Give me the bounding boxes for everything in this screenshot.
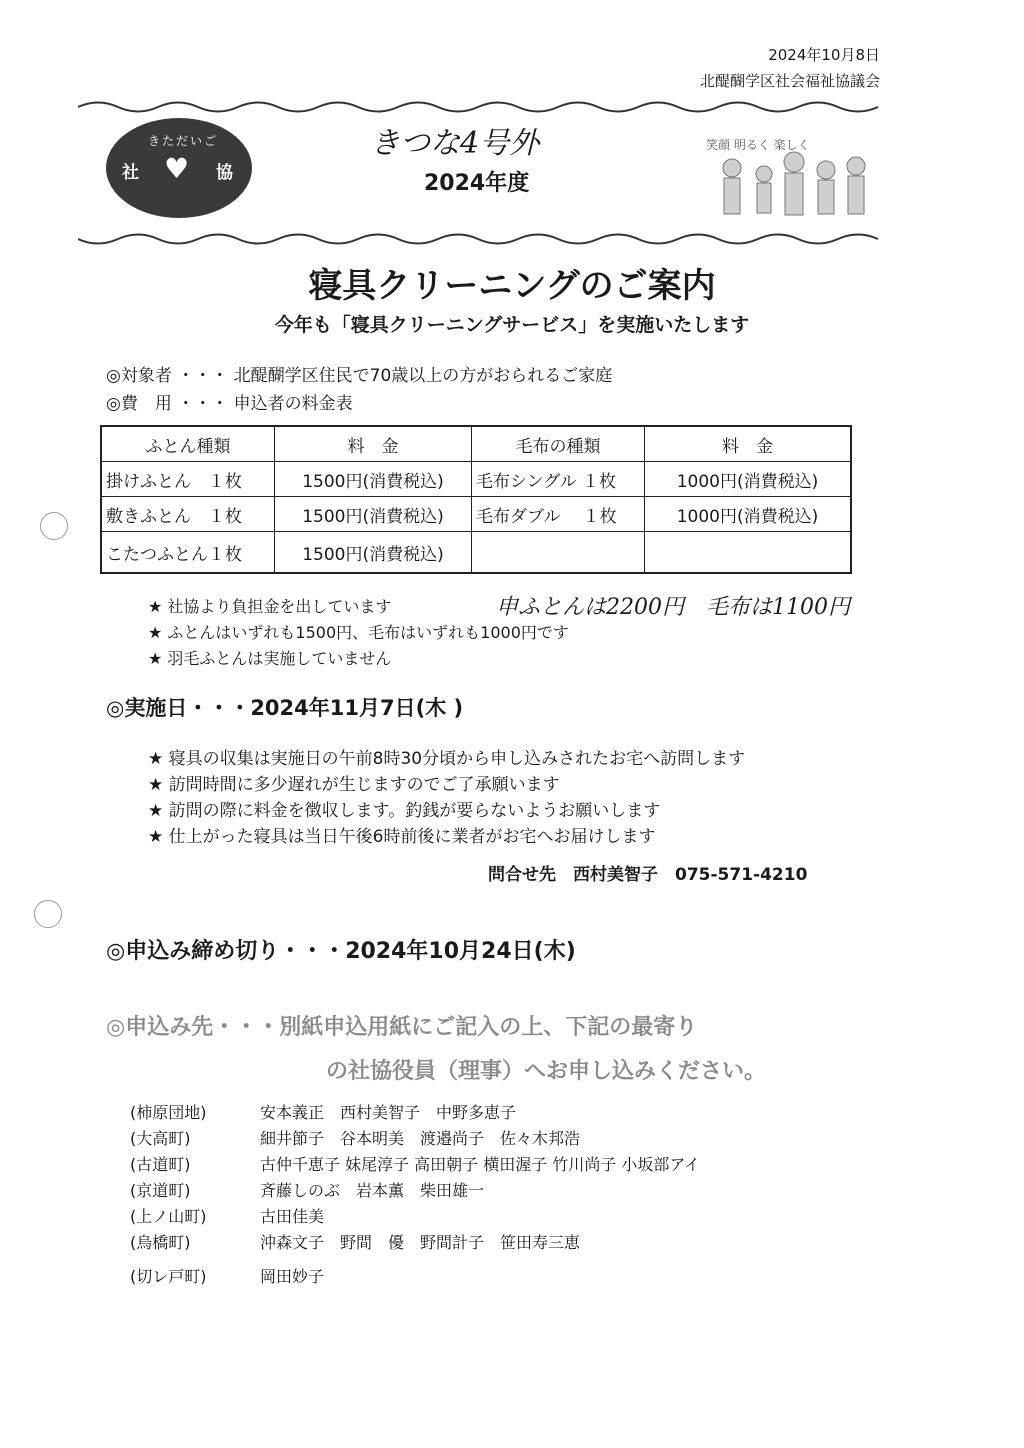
organization-name: 北醍醐学区社会福祉協議会	[699, 72, 880, 90]
implementation-note: ★ 寝具の収集は実施日の午前8時30分頃から申し込みされたお宅へ訪問します	[148, 749, 746, 769]
children-group-icon	[702, 118, 878, 224]
fee-note: ★ 社協より負担金を出しています	[148, 597, 392, 616]
table-cell	[645, 532, 852, 574]
apply-to-line-2: の社協役員（理事）へお申し込みください。	[326, 1059, 767, 1084]
member-town: (柿原団地)	[130, 1103, 207, 1122]
table-cell	[472, 532, 645, 574]
apply-to-line-1: ◎申込み先・・・別紙申込用紙にご記入の上、下記の最寄り	[106, 1015, 698, 1040]
contact-line: 問合せ先 西村美智子 075-571-4210	[488, 865, 808, 885]
vine-border-bottom-icon	[78, 230, 886, 248]
table-cell: 毛布シングル １枚	[472, 462, 645, 497]
member-names: 安本義正 西村美智子 中野多恵子	[260, 1103, 517, 1122]
member-row	[130, 1178, 484, 1201]
member-row	[130, 1230, 580, 1253]
table-cell: 1000円(消費税込)	[645, 497, 852, 532]
member-row	[130, 1126, 580, 1149]
issue-date: 2024年10月8日	[768, 46, 880, 64]
member-names: 沖森文子 野間 優 野間計子 笹田寿三恵	[260, 1233, 581, 1252]
implementation-note: ★ 仕上がった寝具は当日午後6時前後に業者がお宅へお届けします	[148, 827, 656, 847]
member-names: 古仲千恵子 妹尾淳子 高田朝子 横田渥子 竹川尚子 小坂部アイ	[260, 1155, 700, 1174]
implementation-note: ★ 訪問時間に多少遅れが生じますのでご了承願います	[148, 775, 560, 795]
member-town: (烏橋町)	[130, 1233, 191, 1252]
member-town: (切レ戸町)	[130, 1267, 207, 1286]
member-town: (大高町)	[130, 1129, 191, 1148]
member-row	[130, 1100, 516, 1123]
table-header: 料 金	[645, 426, 852, 462]
target-line: ◎対象者 ・・・ 北醍醐学区住民で70歳以上の方がおられるご家庭	[106, 366, 613, 386]
children-illustration	[702, 118, 878, 224]
table-header: 毛布の種類	[472, 426, 645, 462]
member-row	[130, 1264, 324, 1287]
heart-hands-icon: ♥	[164, 152, 190, 185]
implementation-note: ★ 訪問の際に料金を徴収します。釣銭が要らないようお願いします	[148, 801, 661, 821]
shakyo-logo	[106, 118, 252, 218]
punch-hole	[34, 900, 62, 928]
illustration-caption: 笑顔 明るく 楽しく	[706, 138, 810, 152]
table-cell: 1000円(消費税込)	[645, 462, 852, 497]
table-row	[101, 497, 851, 532]
table-cell: 掛けふとん １枚	[101, 462, 275, 497]
member-names: 細井節子 谷本明美 渡邉尚子 佐々木邦浩	[260, 1129, 581, 1148]
table-header-row	[101, 426, 851, 462]
subtitle: 今年も「寝具クリーニングサービス」を実施いたします	[274, 314, 750, 336]
table-header: 料 金	[275, 426, 472, 462]
table-header: ふとん種類	[101, 426, 275, 462]
fee-note: ★ ふとんはいずれも1500円、毛布はいずれも1000円です	[148, 623, 569, 642]
handwritten-note: 申ふとんは2200円 毛布は1100円	[496, 595, 850, 620]
vine-border-top-icon	[78, 98, 886, 116]
table-row	[101, 462, 851, 497]
main-title: 寝具クリーニングのご案内	[308, 266, 716, 306]
member-town: (京道町)	[130, 1181, 191, 1200]
newsletter-title: きつな4号外	[370, 126, 540, 161]
member-row	[130, 1152, 700, 1175]
punch-hole	[40, 512, 68, 540]
table-row	[101, 532, 851, 574]
fee-note: ★ 羽毛ふとんは実施していません	[148, 649, 392, 668]
logo-arc-text: きただいご	[148, 134, 219, 148]
member-names: 岡田妙子	[260, 1267, 325, 1286]
table-cell: 1500円(消費税込)	[275, 532, 472, 574]
fee-table	[100, 425, 852, 574]
member-town: (古道町)	[130, 1155, 191, 1174]
deadline-heading: ◎申込み締め切り・・・2024年10月24日(木)	[106, 939, 576, 964]
member-names: 古田佳美	[260, 1207, 325, 1226]
table-cell: 1500円(消費税込)	[275, 497, 472, 532]
table-cell: 1500円(消費税込)	[275, 462, 472, 497]
implementation-heading: ◎実施日・・・2024年11月7日(木 )	[106, 696, 464, 720]
table-cell: 毛布ダブル １枚	[472, 497, 645, 532]
member-row	[130, 1204, 324, 1227]
fee-line: ◎費 用 ・・・ 申込者の料金表	[106, 394, 353, 414]
table-cell: 敷きふとん １枚	[101, 497, 275, 532]
logo-left-char: 社	[122, 163, 139, 183]
member-names: 斉藤しのぶ 岩本薫 柴田雄一	[260, 1181, 485, 1200]
fiscal-year: 2024年度	[424, 171, 530, 196]
table-cell: こたつふとん１枚	[101, 532, 275, 574]
logo-right-char: 協	[216, 163, 233, 183]
member-town: (上ノ山町)	[130, 1207, 207, 1226]
